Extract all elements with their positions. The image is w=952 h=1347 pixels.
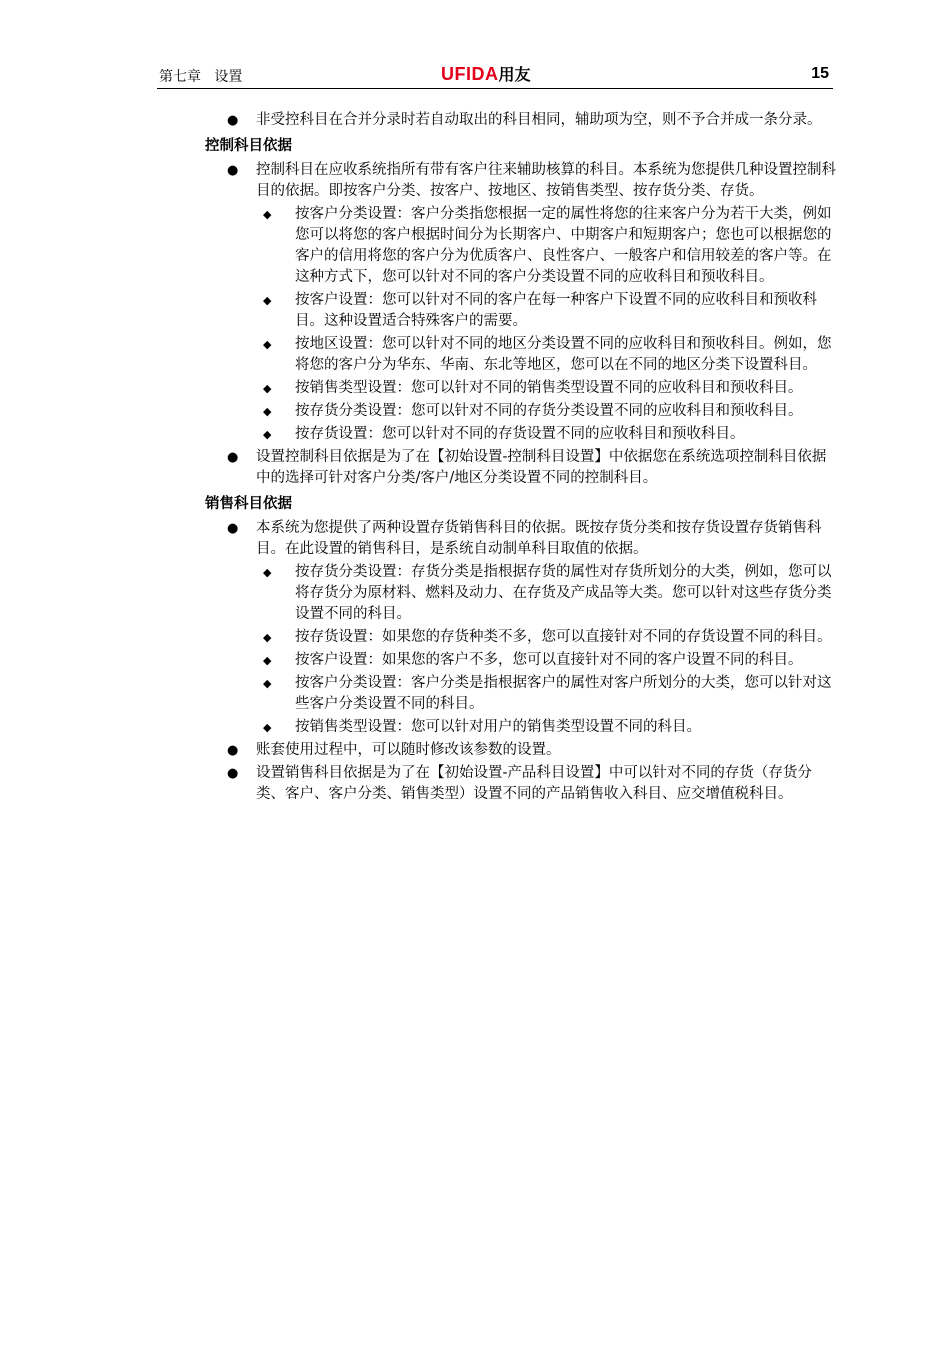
bullet-icon: ● <box>227 113 239 128</box>
sub-list-item <box>200 334 836 376</box>
list-item <box>200 518 836 560</box>
sub-list-item-text: 按客户分类设置：客户分类是指根据客户的属性对客户所划分的大类，您可以针对这些客户分类设置不同的科目。 <box>295 675 832 712</box>
sub-list-item-text: 按存货设置：您可以针对不同的存货设置不同的应收科目和预收科目。 <box>295 426 745 442</box>
diamond-bullet-icon: ◆ <box>263 208 272 221</box>
diamond-bullet-icon: ◆ <box>263 566 272 579</box>
list-item-text: 非受控科目在合并分录时若自动取出的科目相同，辅助项为空，则不予合并成一条分录。 <box>256 112 822 128</box>
list-item <box>200 447 836 489</box>
bullet-icon: ● <box>227 766 239 781</box>
sub-list-item-text: 按客户分类设置：客户分类指您根据一定的属性将您的往来客户分为若干大类，例如您可以将您的客户根据时间分为长期客户、中期客户和短期客户；您也可以根据您的客户的信用将您的客户分为优质客户、良性客户、一般客户和信用较差的客户等。在这种方式下，您可以针对不同的客户分类设置不同的应收科目和预收科目。 <box>295 206 832 285</box>
bullet-icon: ● <box>227 743 239 758</box>
list-item <box>200 740 836 761</box>
sub-list-item-text: 按存货设置：如果您的存货种类不多，您可以直接针对不同的存货设置不同的科目。 <box>295 629 832 645</box>
sub-list-item <box>200 627 836 648</box>
sub-list-item <box>200 378 836 399</box>
list-item-text: 设置控制科目依据是为了在【初始设置-控制科目设置】中依据您在系统选项控制科目依据中的选择可针对客户分类/客户/地区分类设置不同的控制科目。 <box>256 449 827 486</box>
sub-list-item <box>200 290 836 332</box>
list-item-text: 设置销售科目依据是为了在【初始设置-产品科目设置】中可以针对不同的存货（存货分类、客户、客户分类、销售类型）设置不同的产品销售收入科目、应交增值税科目。 <box>256 765 812 802</box>
section-heading: 销售科目依据 <box>205 496 292 512</box>
section-heading: 控制科目依据 <box>205 138 292 154</box>
diamond-bullet-icon: ◆ <box>263 677 272 690</box>
sub-list-item-text: 按客户设置：如果您的客户不多，您可以直接针对不同的客户设置不同的科目。 <box>295 652 803 668</box>
diamond-bullet-icon: ◆ <box>263 721 272 734</box>
sub-list-item <box>200 401 836 422</box>
ufida-logo <box>441 62 531 85</box>
bullet-icon: ● <box>227 521 239 536</box>
sub-list-item <box>200 204 836 288</box>
brand-name: UFIDA <box>441 64 499 84</box>
brand-name-cn: 用友 <box>498 67 531 84</box>
list-item <box>200 763 836 805</box>
list-item <box>200 110 836 131</box>
sub-list-item <box>200 673 836 715</box>
page-number: 15 <box>811 65 829 82</box>
bullet-icon: ● <box>227 163 239 178</box>
list-item <box>200 160 836 202</box>
page-content <box>200 108 836 807</box>
diamond-bullet-icon: ◆ <box>263 428 272 441</box>
sub-list-item-text: 按地区设置：您可以针对不同的地区分类设置不同的应收科目和预收科目。例如，您将您的客户分为华东、华南、东北等地区，您可以在不同的地区分类下设置科目。 <box>295 336 832 373</box>
sub-list-item <box>200 650 836 671</box>
sub-list-item <box>200 424 836 445</box>
diamond-bullet-icon: ◆ <box>263 338 272 351</box>
sub-list-item-text: 按销售类型设置：您可以针对不同的销售类型设置不同的应收科目和预收科目。 <box>295 380 803 396</box>
bullet-icon: ● <box>227 450 239 465</box>
sub-list-item <box>200 562 836 625</box>
sub-list-item-text: 按销售类型设置：您可以针对用户的销售类型设置不同的科目。 <box>295 719 701 735</box>
list-item-text: 本系统为您提供了两种设置存货销售科目的依据。既按存货分类和按存货设置存货销售科目。在此设置的销售科目，是系统自动制单科目取值的依据。 <box>256 520 822 557</box>
chapter-title: 第七章 设置 <box>159 69 243 85</box>
diamond-bullet-icon: ◆ <box>263 294 272 307</box>
sub-list-item-text: 按客户设置：您可以针对不同的客户在每一种客户下设置不同的应收科目和预收科目。这种设置适合特殊客户的需要。 <box>295 292 817 329</box>
diamond-bullet-icon: ◆ <box>263 631 272 644</box>
diamond-bullet-icon: ◆ <box>263 382 272 395</box>
sub-list-item-text: 按存货分类设置：存货分类是指根据存货的属性对存货所划分的大类，例如，您可以将存货分为原材料、燃料及动力、在存货及产成品等大类。您可以针对这些存货分类设置不同的科目。 <box>295 564 832 622</box>
list-item-text: 账套使用过程中，可以随时修改该参数的设置。 <box>256 742 561 758</box>
page-header <box>157 62 833 89</box>
sub-list-item <box>200 717 836 738</box>
sub-list-item-text: 按存货分类设置：您可以针对不同的存货分类设置不同的应收科目和预收科目。 <box>295 403 803 419</box>
diamond-bullet-icon: ◆ <box>263 405 272 418</box>
diamond-bullet-icon: ◆ <box>263 654 272 667</box>
list-item-text: 控制科目在应收系统指所有带有客户往来辅助核算的科目。本系统为您提供几种设置控制科目的依据。即按客户分类、按客户、按地区、按销售类型、按存货分类、存货。 <box>256 162 836 199</box>
